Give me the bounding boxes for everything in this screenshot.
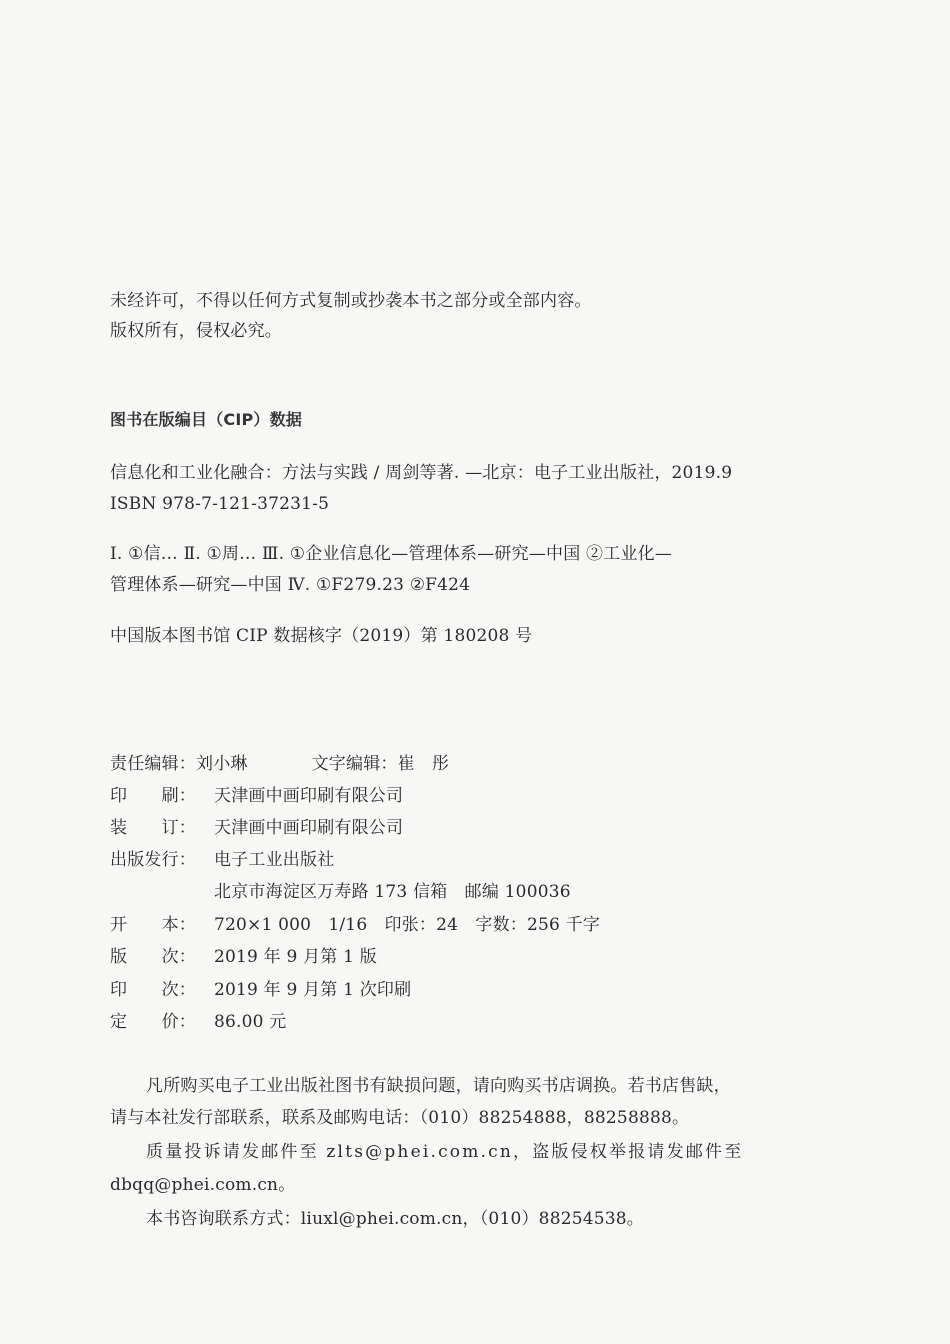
notice-line-3: 质量投诉请发邮件至 zlts@phei.com.cn，盗版侵权举报请发邮件至 xyxy=(146,1142,744,1162)
edition-value: 2019 年 9 月第 1 版 xyxy=(214,947,377,967)
edition-label: 版 次： xyxy=(110,947,196,967)
format-value: 720×1 000 1/16 印张：24 字数：256 千字 xyxy=(214,915,601,935)
editor-value: 刘小琳 xyxy=(196,754,248,774)
copyright-notice-line-2: 版权所有，侵权必究。 xyxy=(110,321,282,341)
impression-label: 印 次： xyxy=(110,980,196,1000)
credit-price-row xyxy=(110,1011,286,1033)
credit-impression-row xyxy=(110,979,411,1001)
cip-library-line: 中国版本图书馆 CIP 数据核字（2019）第 180208 号 xyxy=(110,626,533,646)
text-editor-label: 文字编辑： xyxy=(311,754,398,774)
format-label: 开 本： xyxy=(110,915,196,935)
text-editor-value: 崔 彤 xyxy=(397,754,450,774)
notice-line-2: 请与本社发行部联系，联系及邮购电话：（010）88254888，88258888。 xyxy=(110,1108,690,1128)
printing-label: 印 刷： xyxy=(110,786,196,806)
credit-printing-row xyxy=(110,785,403,807)
credit-publisher-row xyxy=(110,849,334,871)
cip-heading: 图书在版编目（CIP）数据 xyxy=(110,410,303,429)
credit-editors-row xyxy=(110,753,449,775)
cip-subject-line-1: Ⅰ. ①信… Ⅱ. ①周… Ⅲ. ①企业信息化—管理体系—研究—中国 ②工业化— xyxy=(110,544,673,564)
cip-subject-line-2: 管理体系—研究—中国 Ⅳ. ①F279.23 ②F424 xyxy=(110,575,471,595)
credit-edition-row xyxy=(110,946,377,968)
printing-value: 天津画中画印刷有限公司 xyxy=(214,786,404,806)
publisher-label: 出版发行： xyxy=(110,850,196,870)
notice-line-5: 本书咨询联系方式：liuxl@phei.com.cn，（010）88254538。 xyxy=(146,1209,645,1229)
binding-label: 装 订： xyxy=(110,818,196,838)
credit-binding-row xyxy=(110,817,403,839)
editor-label: 责任编辑： xyxy=(110,754,196,774)
binding-value: 天津画中画印刷有限公司 xyxy=(214,818,404,838)
publisher-address: 北京市海淀区万寿路 173 信箱 邮编 100036 xyxy=(214,882,571,902)
publisher-value: 电子工业出版社 xyxy=(214,850,335,870)
price-value: 86.00 元 xyxy=(214,1012,287,1032)
cip-isbn: ISBN 978-7-121-37231-5 xyxy=(110,494,330,514)
price-label: 定 价： xyxy=(110,1012,196,1032)
notice-line-1: 凡所购买电子工业出版社图书有缺损问题，请向购买书店调换。若书店售缺， xyxy=(146,1076,731,1096)
notice-line-4: dbqq@phei.com.cn。 xyxy=(110,1175,296,1195)
cip-title-line: 信息化和工业化融合：方法与实践 / 周剑等著. —北京：电子工业出版社，2019.9 xyxy=(110,463,733,483)
credit-format-row xyxy=(110,914,600,936)
credit-address-row xyxy=(110,881,571,903)
impression-value: 2019 年 9 月第 1 次印刷 xyxy=(214,980,412,1000)
copyright-notice-line-1: 未经许可，不得以任何方式复制或抄袭本书之部分或全部内容。 xyxy=(110,291,592,311)
